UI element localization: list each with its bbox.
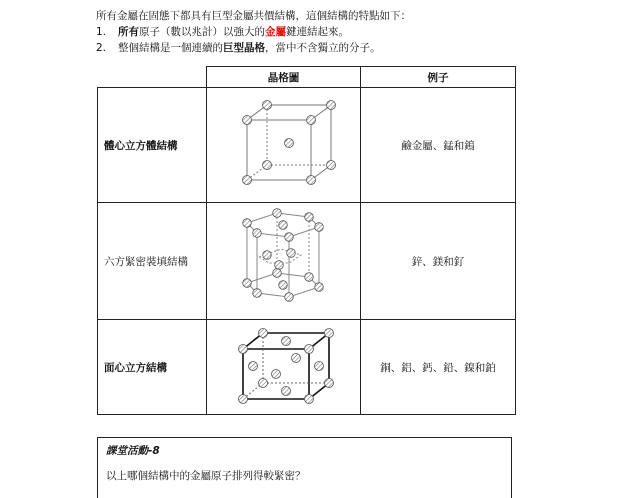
lattice-cell <box>207 320 361 415</box>
lattice-cell <box>207 203 361 320</box>
face-centred-cubic-icon <box>229 325 339 409</box>
point-2-bold: 巨型晶格 <box>223 42 265 54</box>
class-activity-box <box>97 437 512 498</box>
row-name: 體心立方體結構 <box>98 88 207 203</box>
activity-title: 課堂活動-8 <box>106 445 160 457</box>
table-row <box>98 88 516 203</box>
point-2-number: 2. <box>96 42 107 54</box>
point-1-bold: 所有 <box>118 26 139 38</box>
point-2-text-b: ，當中不含獨立的分子。 <box>265 42 381 54</box>
table-row <box>98 203 516 320</box>
header-lattice: 晶格圖 <box>207 67 361 88</box>
table-row <box>98 320 516 415</box>
row-name: 面心立方結構 <box>98 320 207 415</box>
header-blank <box>98 67 207 88</box>
row-name: 六方緊密裝填結構 <box>98 203 207 320</box>
hexagonal-close-packed-icon <box>229 207 339 315</box>
row-example: 鋅、鎂和釕 <box>361 203 516 320</box>
point-1-text-a: 原子（數以兆計）以強大的 <box>139 26 265 38</box>
lattice-cell <box>207 88 361 203</box>
intro-text: 所有金屬在固態下都具有巨型金屬共價結構，這個結構的特點如下： <box>96 10 411 22</box>
header-example: 例子 <box>361 67 516 88</box>
point-1-text-b: 鍵連結起來。 <box>286 26 349 38</box>
point-1-red: 金屬 <box>265 26 286 38</box>
row-example: 銅、鋁、鈣、鉛、鎳和鉑 <box>361 320 516 415</box>
lattice-table <box>97 66 516 415</box>
body-centred-cubic-icon <box>229 100 339 190</box>
point-2-text-a: 整個結構是一個連續的 <box>118 42 223 54</box>
activity-question: 以上哪個結構中的金屬原子排列得較緊密？ <box>106 470 306 482</box>
point-1-number: 1. <box>96 26 107 38</box>
row-example: 鹼金屬、錳和鎢 <box>361 88 516 203</box>
table-header-row <box>98 67 516 88</box>
